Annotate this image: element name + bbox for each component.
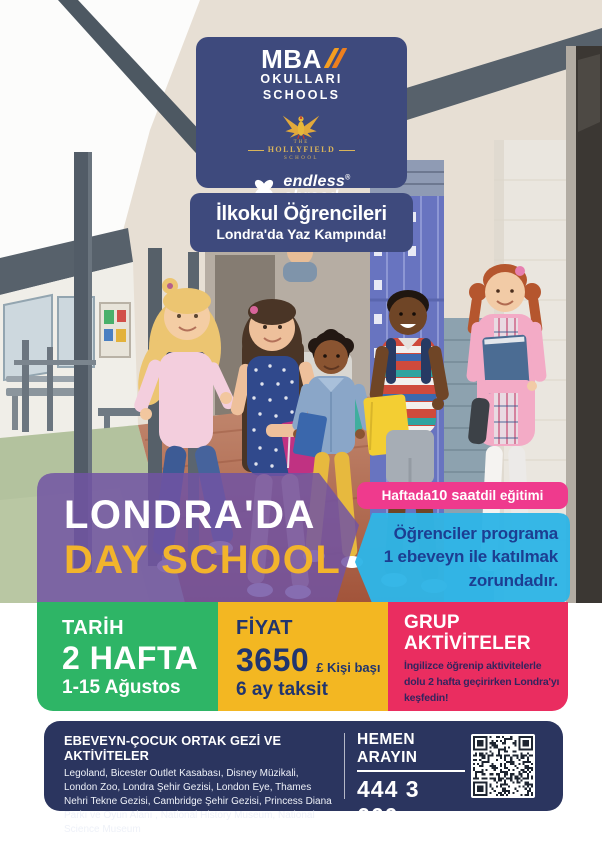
- logo-card: [196, 37, 407, 191]
- mba-wordmark: MBA: [261, 44, 322, 74]
- badge-bold: 10 saat: [431, 487, 481, 504]
- footer-activities: [44, 721, 344, 835]
- price-title: FİYAT: [236, 617, 293, 639]
- note-line1: Öğrenciler programa: [393, 524, 558, 543]
- badge-pre: Haftada: [381, 488, 432, 503]
- date-duration: 2 HAFTA: [62, 640, 199, 676]
- mba-logo: [261, 46, 342, 72]
- note-line2: 1 ebeveyn ile katılmak: [383, 547, 558, 567]
- date-title: TARİH: [62, 617, 125, 639]
- hollyfield-school: SCHOOL: [283, 156, 319, 162]
- headline-block: [37, 473, 359, 602]
- call-now-label: HEMEN ARAYIN: [357, 731, 465, 772]
- banner-line1: İlkokul Öğrencileri: [216, 203, 387, 225]
- mba-slashes-icon: [326, 48, 342, 68]
- price-card: [218, 602, 388, 711]
- activities-title-line1: GRUP: [404, 612, 460, 633]
- headline-line1: LONDRA'DA: [64, 493, 316, 537]
- banner-line2: Londra'da Yaz Kampında!: [216, 226, 387, 242]
- email-link[interactable]: info@endlessabroad.com.tr: [357, 849, 478, 860]
- price-installments: 6 ay taksit: [236, 678, 328, 700]
- hollyfield-crest: [248, 113, 356, 161]
- phone-number[interactable]: 444 3 660: [357, 776, 420, 829]
- date-range: 1-15 Ağustos: [62, 676, 181, 698]
- eagle-icon: [281, 113, 321, 139]
- note-line3: zorundadır.: [468, 570, 558, 590]
- price-amount: 3650: [236, 642, 310, 678]
- activities-body: İngilizce öğrenip aktivitelerle dolu 2 hafta geçirirken Londra'yı keşfedin!: [404, 660, 560, 704]
- badge-post: dil eğitimi: [480, 488, 544, 503]
- hollyfield-name: HOLLYFIELD: [267, 145, 336, 155]
- group-activities-card: [388, 602, 568, 711]
- date-card: [37, 602, 218, 711]
- footer-contact: [345, 721, 478, 860]
- footer-activities-list: Legoland, Bicester Outlet Kasabası, Disney Müzikali, London Zoo, Londra Şehir Gezisi, London Eye, Thames Nehri Tekne Gezisi, Cambridge Şehir Gezisi, Princess Diana Parkı ve Oyun Alanı , National History Museum, National Science Museum: [64, 768, 332, 835]
- headline-line2: DAY SCHOOL: [64, 538, 342, 583]
- mba-okullari: OKULLARI: [260, 72, 343, 86]
- footer-bar: [44, 721, 563, 860]
- activities-title-line2: AKTİVİTELER: [404, 632, 531, 654]
- hollyfield-the: THE: [293, 140, 310, 146]
- price-unit: £ Kişi başı: [316, 660, 381, 676]
- parent-note-block: [355, 513, 570, 603]
- mba-schools: SCHOOLS: [262, 87, 341, 102]
- website-link[interactable]: www.endlessabroad.com.tr: [357, 834, 476, 844]
- endless-word: endless: [283, 173, 346, 191]
- language-hours-badge: [357, 482, 568, 509]
- qr-code[interactable]: [471, 734, 535, 798]
- footer-activities-title: EBEVEYN-ÇOCUK ORTAK GEZİ VE AKTİVİTELER: [64, 733, 282, 763]
- title-banner: [190, 193, 413, 252]
- registered-mark: ®: [345, 174, 351, 182]
